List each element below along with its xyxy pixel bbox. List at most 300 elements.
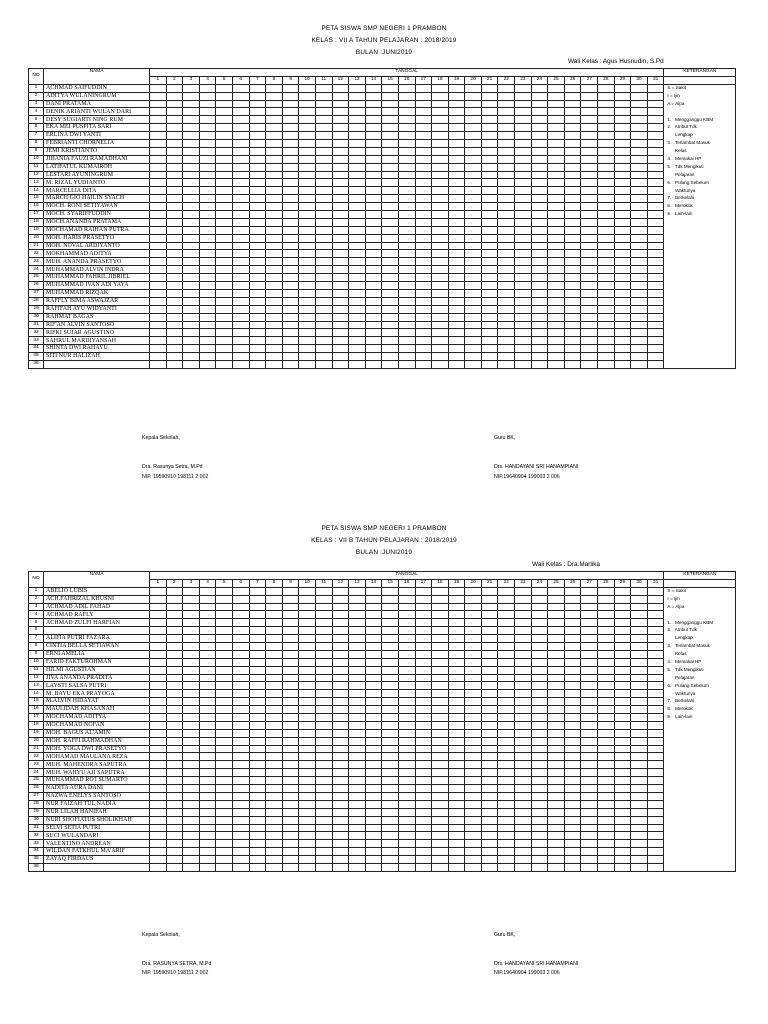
attendance-cell[interactable] (216, 587, 233, 595)
attendance-cell[interactable] (548, 706, 565, 714)
attendance-cell[interactable] (282, 792, 299, 800)
attendance-cell[interactable] (631, 266, 648, 274)
attendance-cell[interactable] (199, 706, 216, 714)
attendance-cell[interactable] (150, 800, 167, 808)
attendance-cell[interactable] (216, 234, 233, 242)
attendance-cell[interactable] (432, 611, 449, 619)
attendance-cell[interactable] (581, 706, 598, 714)
attendance-cell[interactable] (647, 674, 664, 682)
attendance-cell[interactable] (631, 666, 648, 674)
attendance-cell[interactable] (166, 108, 183, 116)
attendance-cell[interactable] (315, 690, 332, 698)
attendance-cell[interactable] (299, 329, 316, 337)
attendance-cell[interactable] (415, 816, 432, 824)
attendance-cell[interactable] (432, 808, 449, 816)
attendance-cell[interactable] (183, 792, 200, 800)
attendance-cell[interactable] (631, 785, 648, 793)
attendance-cell[interactable] (415, 714, 432, 722)
attendance-cell[interactable] (631, 100, 648, 108)
attendance-cell[interactable] (249, 832, 266, 840)
attendance-cell[interactable] (515, 84, 532, 92)
attendance-cell[interactable] (481, 863, 498, 871)
attendance-cell[interactable] (199, 674, 216, 682)
attendance-cell[interactable] (432, 305, 449, 313)
attendance-cell[interactable] (631, 706, 648, 714)
attendance-cell[interactable] (531, 282, 548, 290)
attendance-cell[interactable] (481, 643, 498, 651)
attendance-cell[interactable] (631, 282, 648, 290)
attendance-cell[interactable] (398, 587, 415, 595)
attendance-cell[interactable] (349, 856, 366, 864)
attendance-cell[interactable] (614, 729, 631, 737)
attendance-cell[interactable] (415, 211, 432, 219)
attendance-cell[interactable] (166, 792, 183, 800)
attendance-cell[interactable] (647, 800, 664, 808)
attendance-cell[interactable] (332, 163, 349, 171)
attendance-cell[interactable] (647, 360, 664, 368)
attendance-cell[interactable] (365, 116, 382, 124)
attendance-cell[interactable] (266, 611, 283, 619)
attendance-cell[interactable] (465, 313, 482, 321)
attendance-cell[interactable] (315, 179, 332, 187)
attendance-cell[interactable] (249, 140, 266, 148)
attendance-cell[interactable] (614, 753, 631, 761)
attendance-cell[interactable] (581, 84, 598, 92)
attendance-cell[interactable] (299, 124, 316, 132)
attendance-cell[interactable] (216, 108, 233, 116)
attendance-cell[interactable] (498, 658, 515, 666)
attendance-cell[interactable] (598, 250, 615, 258)
attendance-cell[interactable] (498, 84, 515, 92)
attendance-cell[interactable] (349, 721, 366, 729)
attendance-cell[interactable] (349, 800, 366, 808)
attendance-cell[interactable] (183, 816, 200, 824)
attendance-cell[interactable] (349, 753, 366, 761)
attendance-cell[interactable] (266, 132, 283, 140)
attendance-cell[interactable] (282, 92, 299, 100)
attendance-cell[interactable] (548, 627, 565, 635)
attendance-cell[interactable] (581, 785, 598, 793)
attendance-cell[interactable] (299, 187, 316, 195)
attendance-cell[interactable] (315, 218, 332, 226)
attendance-cell[interactable] (432, 721, 449, 729)
attendance-cell[interactable] (415, 266, 432, 274)
attendance-cell[interactable] (299, 737, 316, 745)
attendance-cell[interactable] (581, 274, 598, 282)
attendance-cell[interactable] (481, 769, 498, 777)
attendance-cell[interactable] (398, 100, 415, 108)
attendance-cell[interactable] (315, 595, 332, 603)
attendance-cell[interactable] (647, 690, 664, 698)
attendance-cell[interactable] (548, 658, 565, 666)
attendance-cell[interactable] (498, 777, 515, 785)
attendance-cell[interactable] (365, 769, 382, 777)
attendance-cell[interactable] (631, 258, 648, 266)
attendance-cell[interactable] (515, 666, 532, 674)
attendance-cell[interactable] (332, 856, 349, 864)
attendance-cell[interactable] (183, 266, 200, 274)
attendance-cell[interactable] (481, 242, 498, 250)
attendance-cell[interactable] (266, 313, 283, 321)
attendance-cell[interactable] (266, 863, 283, 871)
attendance-cell[interactable] (481, 808, 498, 816)
attendance-cell[interactable] (614, 682, 631, 690)
attendance-cell[interactable] (199, 108, 216, 116)
attendance-cell[interactable] (299, 619, 316, 627)
attendance-cell[interactable] (548, 745, 565, 753)
attendance-cell[interactable] (199, 729, 216, 737)
attendance-cell[interactable] (183, 116, 200, 124)
attendance-cell[interactable] (365, 611, 382, 619)
attendance-cell[interactable] (183, 226, 200, 234)
attendance-cell[interactable] (564, 714, 581, 722)
attendance-cell[interactable] (398, 769, 415, 777)
attendance-cell[interactable] (581, 603, 598, 611)
attendance-cell[interactable] (183, 321, 200, 329)
attendance-cell[interactable] (398, 187, 415, 195)
attendance-cell[interactable] (448, 761, 465, 769)
attendance-cell[interactable] (382, 800, 399, 808)
attendance-cell[interactable] (631, 140, 648, 148)
attendance-cell[interactable] (398, 666, 415, 674)
attendance-cell[interactable] (481, 761, 498, 769)
attendance-cell[interactable] (531, 603, 548, 611)
attendance-cell[interactable] (232, 92, 249, 100)
attendance-cell[interactable] (332, 643, 349, 651)
attendance-cell[interactable] (216, 274, 233, 282)
attendance-cell[interactable] (531, 195, 548, 203)
attendance-cell[interactable] (481, 163, 498, 171)
attendance-cell[interactable] (299, 258, 316, 266)
attendance-cell[interactable] (498, 282, 515, 290)
attendance-cell[interactable] (448, 792, 465, 800)
attendance-cell[interactable] (150, 234, 167, 242)
attendance-cell[interactable] (465, 650, 482, 658)
attendance-cell[interactable] (232, 289, 249, 297)
attendance-cell[interactable] (448, 282, 465, 290)
attendance-cell[interactable] (299, 808, 316, 816)
attendance-cell[interactable] (598, 761, 615, 769)
attendance-cell[interactable] (581, 769, 598, 777)
attendance-cell[interactable] (299, 140, 316, 148)
attendance-cell[interactable] (150, 824, 167, 832)
attendance-cell[interactable] (398, 92, 415, 100)
attendance-cell[interactable] (581, 816, 598, 824)
attendance-cell[interactable] (448, 745, 465, 753)
attendance-cell[interactable] (183, 234, 200, 242)
attendance-cell[interactable] (232, 856, 249, 864)
attendance-cell[interactable] (216, 792, 233, 800)
attendance-cell[interactable] (631, 650, 648, 658)
attendance-cell[interactable] (415, 321, 432, 329)
attendance-cell[interactable] (282, 800, 299, 808)
attendance-cell[interactable] (199, 337, 216, 345)
attendance-cell[interactable] (150, 274, 167, 282)
attendance-cell[interactable] (481, 824, 498, 832)
attendance-cell[interactable] (199, 250, 216, 258)
attendance-cell[interactable] (465, 856, 482, 864)
attendance-cell[interactable] (216, 171, 233, 179)
attendance-cell[interactable] (515, 282, 532, 290)
attendance-cell[interactable] (183, 179, 200, 187)
attendance-cell[interactable] (581, 753, 598, 761)
attendance-cell[interactable] (166, 753, 183, 761)
attendance-cell[interactable] (349, 658, 366, 666)
attendance-cell[interactable] (266, 714, 283, 722)
attendance-cell[interactable] (614, 100, 631, 108)
attendance-cell[interactable] (598, 282, 615, 290)
attendance-cell[interactable] (415, 345, 432, 353)
attendance-cell[interactable] (232, 690, 249, 698)
attendance-cell[interactable] (548, 321, 565, 329)
attendance-cell[interactable] (614, 155, 631, 163)
attendance-cell[interactable] (282, 140, 299, 148)
attendance-cell[interactable] (365, 234, 382, 242)
attendance-cell[interactable] (564, 274, 581, 282)
attendance-cell[interactable] (299, 666, 316, 674)
attendance-cell[interactable] (249, 650, 266, 658)
attendance-cell[interactable] (564, 587, 581, 595)
attendance-cell[interactable] (614, 863, 631, 871)
attendance-cell[interactable] (382, 737, 399, 745)
attendance-cell[interactable] (299, 203, 316, 211)
attendance-cell[interactable] (631, 619, 648, 627)
attendance-cell[interactable] (232, 816, 249, 824)
attendance-cell[interactable] (382, 179, 399, 187)
attendance-cell[interactable] (216, 313, 233, 321)
attendance-cell[interactable] (315, 266, 332, 274)
attendance-cell[interactable] (398, 650, 415, 658)
attendance-cell[interactable] (249, 266, 266, 274)
attendance-cell[interactable] (332, 329, 349, 337)
attendance-cell[interactable] (299, 674, 316, 682)
attendance-cell[interactable] (481, 171, 498, 179)
attendance-cell[interactable] (266, 353, 283, 361)
attendance-cell[interactable] (232, 863, 249, 871)
attendance-cell[interactable] (332, 179, 349, 187)
attendance-cell[interactable] (498, 627, 515, 635)
attendance-cell[interactable] (216, 737, 233, 745)
attendance-cell[interactable] (498, 603, 515, 611)
attendance-cell[interactable] (266, 658, 283, 666)
attendance-cell[interactable] (150, 250, 167, 258)
attendance-cell[interactable] (498, 587, 515, 595)
attendance-cell[interactable] (199, 211, 216, 219)
attendance-cell[interactable] (216, 258, 233, 266)
attendance-cell[interactable] (166, 132, 183, 140)
attendance-cell[interactable] (199, 863, 216, 871)
attendance-cell[interactable] (299, 832, 316, 840)
attendance-cell[interactable] (249, 211, 266, 219)
attendance-cell[interactable] (249, 108, 266, 116)
attendance-cell[interactable] (299, 353, 316, 361)
attendance-cell[interactable] (216, 785, 233, 793)
attendance-cell[interactable] (631, 179, 648, 187)
attendance-cell[interactable] (465, 832, 482, 840)
attendance-cell[interactable] (166, 266, 183, 274)
attendance-cell[interactable] (365, 297, 382, 305)
attendance-cell[interactable] (631, 163, 648, 171)
attendance-cell[interactable] (631, 242, 648, 250)
attendance-cell[interactable] (216, 824, 233, 832)
attendance-cell[interactable] (614, 353, 631, 361)
attendance-cell[interactable] (349, 611, 366, 619)
attendance-cell[interactable] (266, 848, 283, 856)
attendance-cell[interactable] (498, 729, 515, 737)
attendance-cell[interactable] (365, 242, 382, 250)
attendance-cell[interactable] (531, 266, 548, 274)
attendance-cell[interactable] (432, 800, 449, 808)
attendance-cell[interactable] (515, 643, 532, 651)
attendance-cell[interactable] (498, 848, 515, 856)
attendance-cell[interactable] (216, 816, 233, 824)
attendance-cell[interactable] (199, 195, 216, 203)
attendance-cell[interactable] (382, 627, 399, 635)
attendance-cell[interactable] (266, 226, 283, 234)
attendance-cell[interactable] (432, 840, 449, 848)
attendance-cell[interactable] (315, 124, 332, 132)
attendance-cell[interactable] (415, 84, 432, 92)
attendance-cell[interactable] (465, 706, 482, 714)
attendance-cell[interactable] (481, 282, 498, 290)
attendance-cell[interactable] (199, 116, 216, 124)
attendance-cell[interactable] (598, 187, 615, 195)
attendance-cell[interactable] (282, 635, 299, 643)
attendance-cell[interactable] (332, 824, 349, 832)
attendance-cell[interactable] (183, 132, 200, 140)
attendance-cell[interactable] (282, 195, 299, 203)
attendance-cell[interactable] (647, 856, 664, 864)
attendance-cell[interactable] (150, 706, 167, 714)
attendance-cell[interactable] (448, 187, 465, 195)
attendance-cell[interactable] (349, 603, 366, 611)
attendance-cell[interactable] (432, 108, 449, 116)
attendance-cell[interactable] (498, 266, 515, 274)
attendance-cell[interactable] (382, 226, 399, 234)
attendance-cell[interactable] (249, 587, 266, 595)
attendance-cell[interactable] (232, 792, 249, 800)
attendance-cell[interactable] (282, 643, 299, 651)
attendance-cell[interactable] (481, 124, 498, 132)
attendance-cell[interactable] (398, 226, 415, 234)
attendance-cell[interactable] (647, 171, 664, 179)
attendance-cell[interactable] (150, 856, 167, 864)
attendance-cell[interactable] (249, 658, 266, 666)
attendance-cell[interactable] (647, 274, 664, 282)
attendance-cell[interactable] (315, 211, 332, 219)
attendance-cell[interactable] (548, 761, 565, 769)
attendance-cell[interactable] (515, 289, 532, 297)
attendance-cell[interactable] (598, 714, 615, 722)
attendance-cell[interactable] (365, 658, 382, 666)
attendance-cell[interactable] (581, 714, 598, 722)
attendance-cell[interactable] (647, 329, 664, 337)
attendance-cell[interactable] (465, 690, 482, 698)
attendance-cell[interactable] (498, 808, 515, 816)
attendance-cell[interactable] (432, 116, 449, 124)
attendance-cell[interactable] (548, 132, 565, 140)
attendance-cell[interactable] (382, 274, 399, 282)
attendance-cell[interactable] (232, 321, 249, 329)
attendance-cell[interactable] (266, 785, 283, 793)
attendance-cell[interactable] (564, 100, 581, 108)
attendance-cell[interactable] (515, 297, 532, 305)
attendance-cell[interactable] (432, 147, 449, 155)
attendance-cell[interactable] (299, 100, 316, 108)
attendance-cell[interactable] (598, 116, 615, 124)
attendance-cell[interactable] (382, 682, 399, 690)
attendance-cell[interactable] (349, 305, 366, 313)
attendance-cell[interactable] (498, 769, 515, 777)
attendance-cell[interactable] (531, 753, 548, 761)
attendance-cell[interactable] (349, 218, 366, 226)
attendance-cell[interactable] (448, 321, 465, 329)
attendance-cell[interactable] (365, 603, 382, 611)
attendance-cell[interactable] (548, 250, 565, 258)
attendance-cell[interactable] (432, 753, 449, 761)
attendance-cell[interactable] (398, 863, 415, 871)
attendance-cell[interactable] (183, 92, 200, 100)
attendance-cell[interactable] (398, 140, 415, 148)
attendance-cell[interactable] (365, 706, 382, 714)
attendance-cell[interactable] (481, 721, 498, 729)
attendance-cell[interactable] (282, 84, 299, 92)
attendance-cell[interactable] (299, 603, 316, 611)
attendance-cell[interactable] (614, 132, 631, 140)
attendance-cell[interactable] (398, 729, 415, 737)
attendance-cell[interactable] (631, 124, 648, 132)
attendance-cell[interactable] (315, 658, 332, 666)
attendance-cell[interactable] (498, 242, 515, 250)
attendance-cell[interactable] (249, 698, 266, 706)
attendance-cell[interactable] (150, 848, 167, 856)
attendance-cell[interactable] (415, 619, 432, 627)
attendance-cell[interactable] (531, 140, 548, 148)
attendance-cell[interactable] (199, 737, 216, 745)
attendance-cell[interactable] (332, 840, 349, 848)
attendance-cell[interactable] (332, 116, 349, 124)
attendance-cell[interactable] (465, 674, 482, 682)
attendance-cell[interactable] (432, 171, 449, 179)
attendance-cell[interactable] (581, 147, 598, 155)
attendance-cell[interactable] (150, 658, 167, 666)
attendance-cell[interactable] (515, 140, 532, 148)
attendance-cell[interactable] (448, 242, 465, 250)
attendance-cell[interactable] (398, 737, 415, 745)
attendance-cell[interactable] (166, 218, 183, 226)
attendance-cell[interactable] (299, 753, 316, 761)
attendance-cell[interactable] (349, 745, 366, 753)
attendance-cell[interactable] (498, 360, 515, 368)
attendance-cell[interactable] (249, 100, 266, 108)
attendance-cell[interactable] (481, 698, 498, 706)
attendance-cell[interactable] (166, 658, 183, 666)
attendance-cell[interactable] (232, 155, 249, 163)
attendance-cell[interactable] (349, 698, 366, 706)
attendance-cell[interactable] (232, 674, 249, 682)
attendance-cell[interactable] (581, 729, 598, 737)
attendance-cell[interactable] (150, 745, 167, 753)
attendance-cell[interactable] (498, 226, 515, 234)
attendance-cell[interactable] (232, 353, 249, 361)
attendance-cell[interactable] (415, 753, 432, 761)
attendance-cell[interactable] (498, 155, 515, 163)
attendance-cell[interactable] (448, 816, 465, 824)
attendance-cell[interactable] (150, 163, 167, 171)
attendance-cell[interactable] (581, 155, 598, 163)
attendance-cell[interactable] (332, 258, 349, 266)
attendance-cell[interactable] (614, 282, 631, 290)
